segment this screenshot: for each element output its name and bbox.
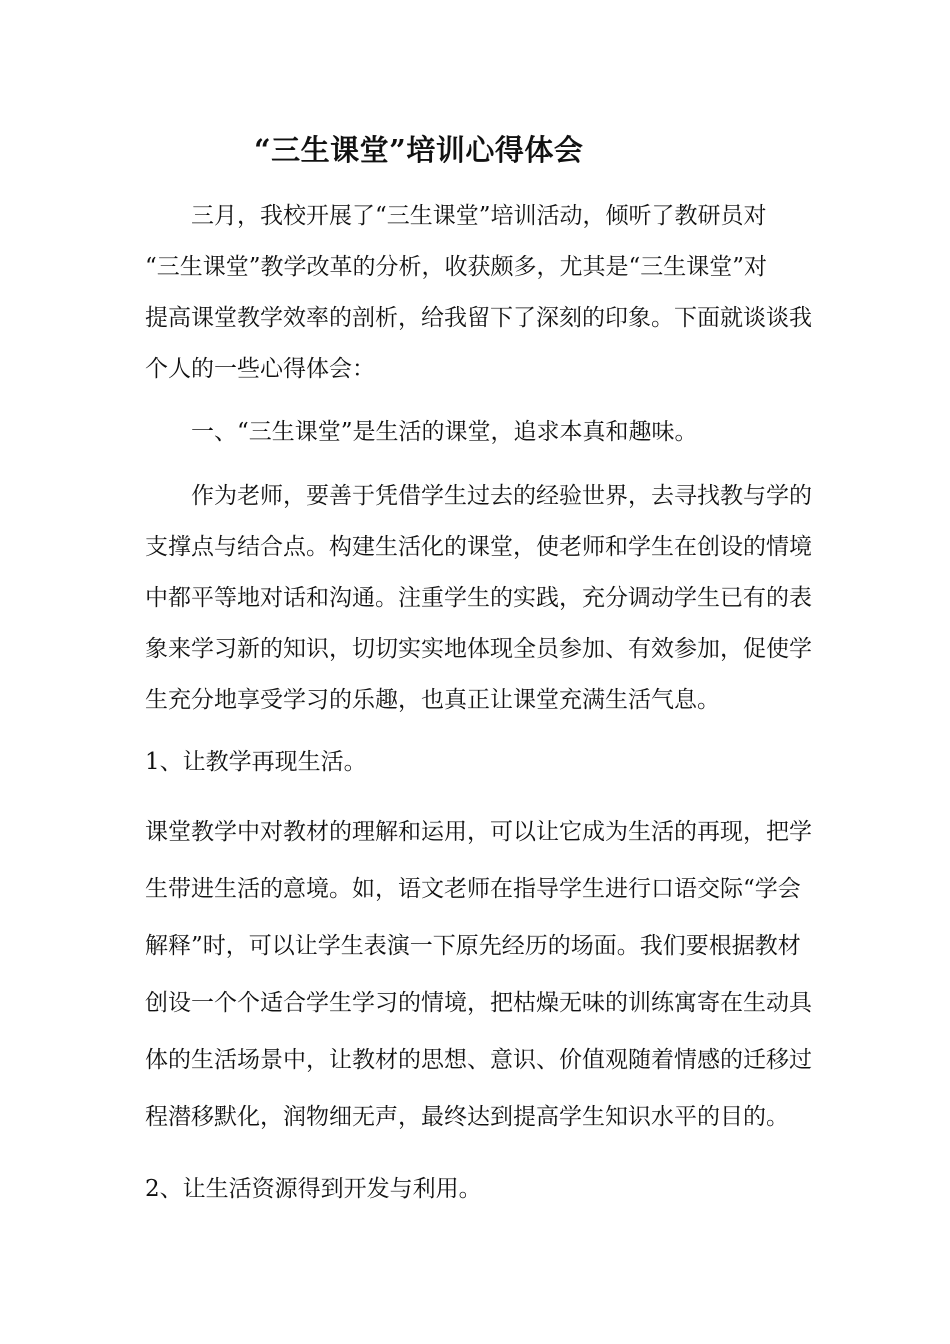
text-line: 作为老师，要善于凭借学生过去的经验世界，去寻找教与学的	[191, 483, 812, 509]
document-title: “三生课堂”培训心得体会	[254, 133, 584, 167]
text-line: 课堂教学中对教材的理解和运用，可以让它成为生活的再现，把学	[145, 819, 812, 845]
text-line: “三生课堂”教学改革的分析，收获颇多，尤其是“三生课堂”对	[145, 254, 768, 280]
text-line: 提高课堂教学效率的剖析，给我留下了深刻的印象。下面就谈谈我	[145, 305, 812, 331]
text-line: 生带进生活的意境。如，语文老师在指导学生进行口语交际“学会	[145, 876, 801, 902]
section-one-body	[145, 471, 810, 726]
text-line: 程潜移默化，润物细无声，最终达到提高学生知识水平的目的。	[145, 1104, 789, 1130]
text-line: 1、让教学再现生活。	[145, 749, 367, 775]
text-line: 个人的一些心得体会：	[145, 356, 375, 382]
text-line: 三月，我校开展了“三生课堂”培训活动，倾听了教研员对	[191, 203, 767, 229]
item-two-heading	[145, 1164, 810, 1215]
text-line: 支撑点与结合点。构建生活化的课堂，使老师和学生在创设的情境	[145, 534, 812, 560]
item-one-heading	[145, 737, 810, 788]
item-one-body	[145, 804, 810, 1146]
section-one-heading	[145, 407, 810, 458]
text-line: 创设一个个适合学生学习的情境，把枯燥无味的训练寓寄在生动具	[145, 990, 812, 1016]
text-line: 生充分地享受学习的乐趣，也真正让课堂充满生活气息。	[145, 687, 720, 713]
text-line: 体的生活场景中，让教材的思想、意识、价值观随着情感的迁移过	[145, 1047, 812, 1073]
intro-paragraph	[145, 191, 810, 395]
text-line: 解释”时，可以让学生表演一下原先经历的场面。我们要根据教材	[145, 933, 801, 959]
text-line: 2、让生活资源得到开发与利用。	[145, 1176, 482, 1202]
text-line: 象来学习新的知识，切切实实地体现全员参加、有效参加，促使学	[145, 636, 812, 662]
text-line: 中都平等地对话和沟通。注重学生的实践，充分调动学生已有的表	[145, 585, 812, 611]
text-line: 一、“三生课堂”是生活的课堂，追求本真和趣味。	[191, 419, 698, 445]
